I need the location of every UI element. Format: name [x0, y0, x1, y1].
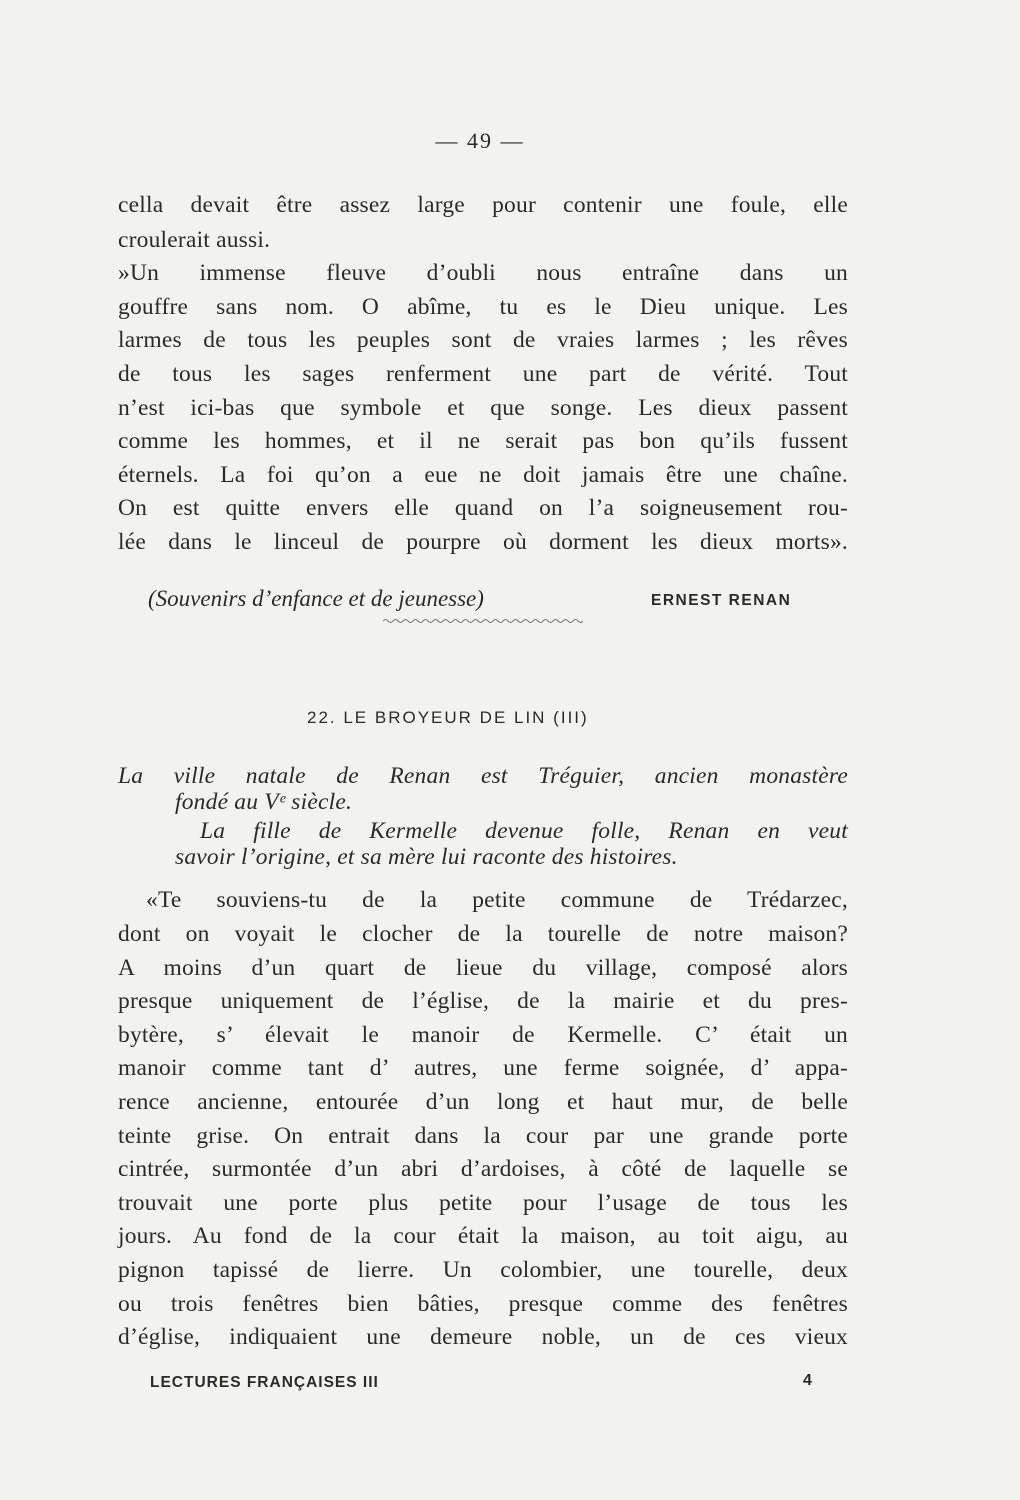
section-title: 22. LE BROYEUR DE LIN (III)	[307, 708, 589, 727]
intro-line: fondé au Vᵉ siècle.	[175, 789, 353, 815]
passage-source: (Souvenirs d’enfance et de jeunesse)	[148, 586, 484, 611]
body-line: ou trois fenêtres bien bâties, presque comme des fenêtres	[118, 1291, 848, 1317]
intro-line: La ville natale de Renan est Tréguier, ancien monastère	[118, 763, 848, 789]
page-number: — 49 —	[435, 128, 525, 153]
body-line: «Te souviens-tu de la petite commune de Trédarzec,	[146, 887, 848, 913]
passage-line: cella devait être assez large pour contenir une foule, elle	[118, 192, 848, 218]
footer-sheet-number: 4	[803, 1372, 812, 1389]
passage-line: larmes de tous les peuples sont de vraies larmes ; les rêves	[118, 327, 848, 353]
passage-line: de tous les sages renferment une part de vérité. Tout	[118, 361, 848, 387]
body-line: bytère, s’ élevait le manoir de Kermelle. C’ était un	[118, 1022, 848, 1048]
body-line: jours. Au fond de la cour était la maison, au toit aigu, au	[118, 1223, 848, 1249]
passage-line: »Un immense fleuve d’oubli nous entraîne dans un	[118, 260, 848, 286]
body-line: d’église, indiquaient une demeure noble, un de ces vieux	[118, 1324, 848, 1350]
body-line: rence ancienne, entourée d’un long et haut mur, de belle	[118, 1089, 848, 1115]
body-line: A moins d’un quart de lieue du village, composé alors	[118, 955, 848, 981]
body-line: pignon tapissé de lierre. Un colombier, une tourelle, deux	[118, 1257, 848, 1283]
passage-line: comme les hommes, et il ne serait pas bon qu’ils fussent	[118, 428, 848, 454]
intro-line: La fille de Kermelle devenue folle, Renan en veut	[200, 818, 848, 844]
body-line: cintrée, surmontée d’un abri d’ardoises, à côté de laquelle se	[118, 1156, 848, 1182]
body-line: teinte grise. On entrait dans la cour par une grande porte	[118, 1123, 848, 1149]
passage-line: croulerait aussi.	[118, 227, 271, 253]
passage-line: éternels. La foi qu’on a eue ne doit jamais être une chaîne.	[118, 462, 848, 488]
passage-line: On est quitte envers elle quand on l’a soigneusement rou-	[118, 495, 848, 521]
body-line: trouvait une porte plus petite pour l’usage de tous les	[118, 1190, 848, 1216]
passage-line: gouffre sans nom. O abîme, tu es le Dieu unique. Les	[118, 294, 848, 320]
passage-author: ERNEST RENAN	[651, 592, 792, 609]
passage-line: lée dans le linceul de pourpre où dorment les dieux morts».	[118, 529, 848, 555]
body-line: presque uniquement de l’église, de la mairie et du pres-	[118, 988, 848, 1014]
intro-line: savoir l’origine, et sa mère lui raconte des histoires.	[175, 844, 678, 870]
body-line: manoir comme tant d’ autres, une ferme soignée, d’ appa-	[118, 1055, 848, 1081]
footer-book-title: LECTURES FRANÇAISES III	[150, 1374, 379, 1391]
body-line: dont on voyait le clocher de la tourelle de notre maison?	[118, 921, 848, 947]
passage-line: n’est ici-bas que symbole et que songe. Les dieux passent	[118, 395, 848, 421]
wavy-divider	[383, 618, 583, 624]
